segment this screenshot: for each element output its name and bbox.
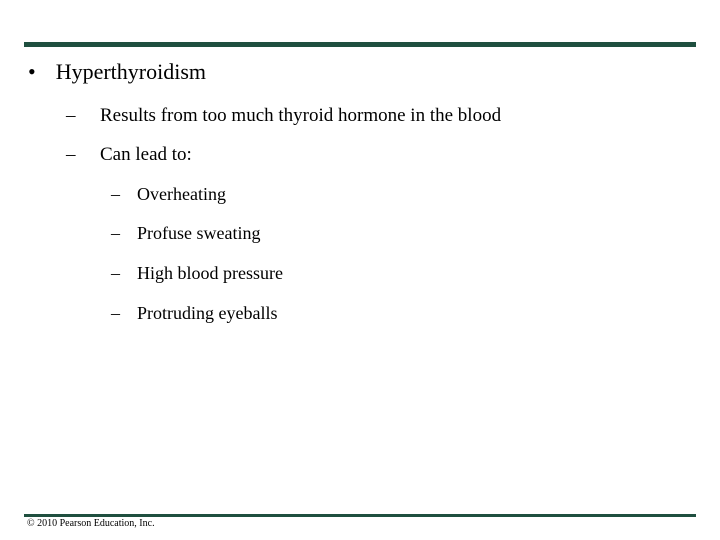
sub-item-results bbox=[66, 106, 501, 125]
sub-item-can-lead-to bbox=[66, 145, 192, 164]
nested-item-text: High blood pressure bbox=[137, 263, 283, 283]
nested-item-profuse-sweating bbox=[111, 224, 260, 242]
nested-item-protruding-eyeballs bbox=[111, 304, 277, 322]
nested-item-text: Profuse sweating bbox=[137, 223, 261, 243]
nested-item-text: Protruding eyeballs bbox=[137, 303, 278, 323]
dash-marker: – bbox=[111, 303, 120, 323]
sub-item-text: Can lead to: bbox=[100, 144, 192, 165]
dash-marker: – bbox=[111, 223, 120, 243]
bottom-rule bbox=[24, 514, 696, 517]
sub-item-text: Results from too much thyroid hormone in the blood bbox=[100, 105, 502, 126]
dash-marker: – bbox=[66, 105, 76, 126]
nested-item-overheating bbox=[111, 185, 226, 203]
nested-item-text: Overheating bbox=[137, 184, 226, 204]
dash-marker: – bbox=[111, 184, 120, 204]
bullet-text: Hyperthyroidism bbox=[55, 59, 207, 84]
top-rule bbox=[24, 42, 696, 47]
bullet-marker: • bbox=[28, 59, 36, 84]
dash-marker: – bbox=[111, 263, 120, 283]
nested-item-high-blood-pressure bbox=[111, 264, 283, 282]
bullet-hyperthyroidism bbox=[28, 61, 206, 83]
dash-marker: – bbox=[66, 144, 76, 165]
copyright-footer: © 2010 Pearson Education, Inc. bbox=[27, 518, 155, 529]
